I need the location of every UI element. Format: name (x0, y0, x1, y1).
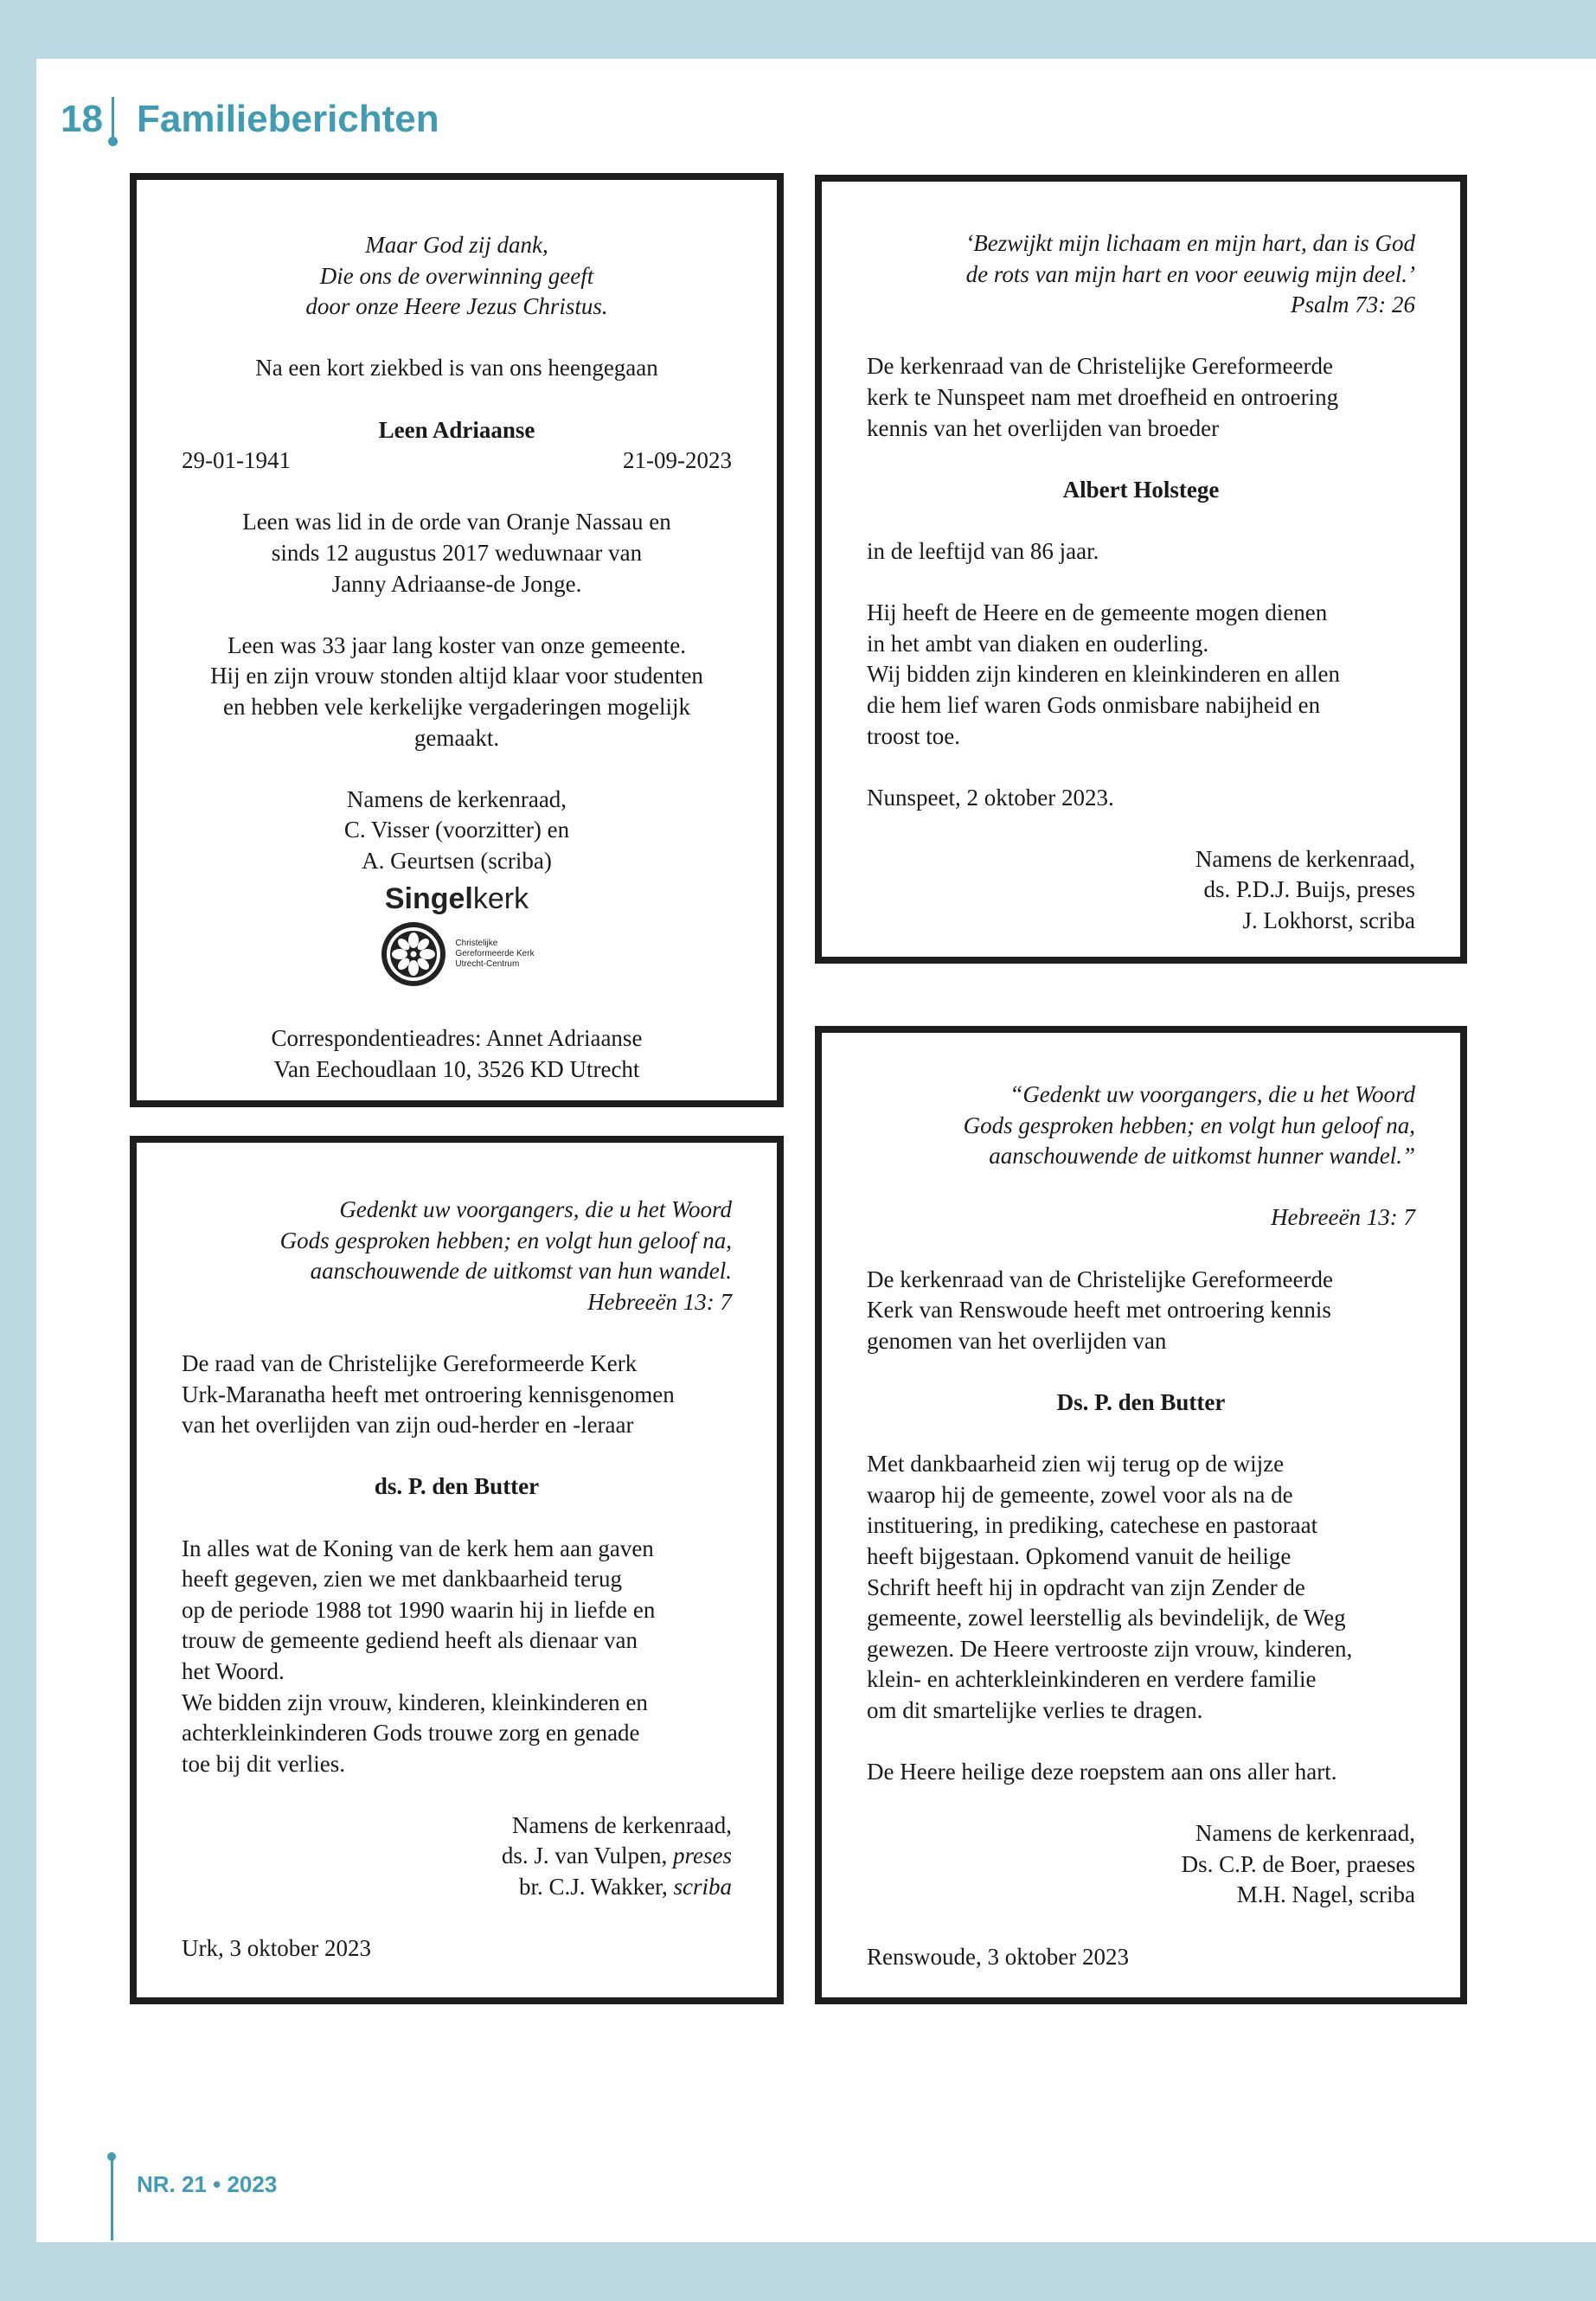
body-line: sinds 12 augustus 2017 weduwnaar van (271, 539, 643, 566)
signature-line: br. C.J. Wakker, scriba (519, 1874, 732, 1900)
intro-line: genomen van het overlijden van (867, 1327, 1167, 1354)
intro-line: kennis van het overlijden van broeder (867, 414, 1220, 441)
intro-text: Na een kort ziekbed is van ons heengegaan (255, 355, 658, 381)
footer-divider-dot (107, 2152, 116, 2161)
verse-line: Gods gesproken hebben; en volgt hun geloof na, (279, 1227, 732, 1253)
body-line: Leen was 33 jaar lang koster van onze gemeente. (227, 631, 687, 658)
body-line: op de periode 1988 tot 1990 waarin hij in liefde en (182, 1596, 656, 1623)
notice-holstege (815, 175, 1467, 964)
death-date: 21-09-2023 (623, 447, 732, 474)
issue-number: NR. 21 • 2023 (137, 2171, 278, 2197)
intro-line: De raad van de Christelijke Gereformeerde Kerk (182, 1349, 638, 1376)
verse-reference: Hebreeën 13: 7 (587, 1288, 732, 1315)
body-line: gewezen. De Heere vertrooste zijn vrouw, kinderen, (867, 1635, 1353, 1662)
correspondence-address: Correspondentieadres: Annet Adriaanse (271, 1025, 643, 1052)
life-dates (182, 445, 732, 477)
body-line: In alles wat de Koning van de kerk hem aan gaven (182, 1535, 654, 1561)
signature-line: Namens de kerkenraad, (511, 1811, 732, 1838)
place-date: Nunspeet, 2 oktober 2023. (867, 784, 1114, 811)
body-line: in het ambt van diaken en ouderling. (867, 630, 1209, 657)
deceased-name: Ds. P. den Butter (1056, 1388, 1226, 1415)
signature-line: ds. J. van Vulpen, preses (501, 1843, 732, 1869)
verse-line: Gods gesproken hebben; en volgt hun geloof na, (963, 1112, 1415, 1138)
footer-divider (111, 2154, 113, 2240)
body-line: Wij bidden zijn kinderen en kleinkinderen en allen (867, 661, 1340, 688)
verse-line: “Gedenkt uw voorgangers, die u het Woord (1010, 1081, 1415, 1107)
notice-butter-urk (130, 1136, 784, 2004)
body-line: en hebben vele kerkelijke vergaderingen mogelijk (222, 693, 691, 720)
body-line: achterkleinkinderen Gods trouwe zorg en genade (182, 1720, 640, 1747)
deceased-name: ds. P. den Butter (374, 1473, 540, 1500)
deceased-name: Leen Adriaanse (378, 416, 535, 443)
signature-line: Namens de kerkenraad, (1195, 1820, 1415, 1847)
intro-line: kerk te Nunspeet nam met droefheid en ontroering (867, 383, 1339, 410)
signature-line: Namens de kerkenraad, (346, 785, 567, 812)
verse-reference: Psalm 73: 26 (1291, 292, 1415, 318)
body-line: troost toe. (867, 722, 960, 749)
body-line: heeft bijgestaan. Opkomend vanuit de heilige (867, 1542, 1292, 1569)
correspondence-address: Van Eechoudlaan 10, 3526 KD Utrecht (273, 1055, 640, 1082)
body-line: om dit smartelijke verlies te dragen. (867, 1696, 1203, 1723)
body-line: klein- en achterkleinkinderen en verdere familie (867, 1666, 1317, 1693)
header-divider-dot (108, 137, 118, 146)
signature-line: J. Lokhorst, scriba (1242, 907, 1415, 934)
verse-reference: Hebreeën 13: 7 (1271, 1204, 1415, 1231)
body-line: toe bij dit verlies. (182, 1750, 345, 1777)
verse-line: door onze Heere Jezus Christus. (305, 293, 608, 320)
body-line: het Woord. (182, 1657, 285, 1684)
body-line: Schrift heeft hij in opdracht van zijn Zender de (867, 1574, 1305, 1600)
body-line: heeft gegeven, zien we met dankbaarheid terug (182, 1566, 623, 1593)
intro-line: De kerkenraad van de Christelijke Gereformeerde (867, 1266, 1333, 1292)
place-date: Renswoude, 3 oktober 2023 (867, 1943, 1129, 1970)
verse-line: aanschouwende de uitkomst hunner wandel.” (989, 1143, 1415, 1170)
logo-subtitle: Christelijke Gereformeerde Kerk Utrecht-Centrum (455, 939, 535, 970)
header-divider (112, 97, 114, 142)
blessing-line: De Heere heilige deze roepstem aan ons aller hart. (867, 1759, 1337, 1785)
intro-line: De kerkenraad van de Christelijke Gereformeerde (867, 353, 1333, 380)
rose-window-icon (379, 920, 448, 989)
signature-line: Ds. C.P. de Boer, praeses (1181, 1850, 1415, 1877)
body-line: waarop hij de gemeente, zowel voor als na de (867, 1481, 1293, 1508)
intro-line: Kerk van Renswoude heeft met ontroering kennis (867, 1297, 1331, 1324)
logo-wordmark: Singelkerk (384, 882, 529, 916)
signature-line: Namens de kerkenraad, (1195, 845, 1415, 872)
birth-date: 29-01-1941 (182, 447, 291, 474)
body-line: Janny Adriaanse-de Jonge. (331, 570, 582, 597)
signature-line: A. Geurtsen (scriba) (362, 847, 552, 874)
intro-line: van het overlijden van zijn oud-herder en -leraar (182, 1412, 634, 1439)
signature-line: C. Visser (voorzitter) en (343, 817, 570, 843)
section-title: Familieberichten (137, 98, 439, 140)
verse-line: Gedenkt uw voorgangers, die u het Woord (339, 1196, 732, 1222)
body-line: die hem lief waren Gods onmisbare nabijheid en (867, 691, 1321, 718)
body-line: Hij heeft de Heere en de gemeente mogen dienen (867, 599, 1328, 626)
place-date: Urk, 3 oktober 2023 (182, 1935, 371, 1962)
body-line: Met dankbaarheid zien wij terug op de wijze (867, 1451, 1285, 1477)
signature-line: M.H. Nagel, scriba (1236, 1881, 1415, 1908)
deceased-name: Albert Holstege (1062, 476, 1220, 503)
verse-line: ‘Bezwijkt mijn lichaam en mijn hart, dan is God (965, 230, 1415, 256)
notice-adriaanse (130, 173, 784, 1107)
body-line: instituering, in prediking, catechese en pastoraat (867, 1512, 1318, 1539)
singelkerk-logo (182, 881, 732, 989)
body-line: gemeente, zowel leerstellig als bevindelijk, de Weg (867, 1605, 1346, 1631)
body-line: Hij en zijn vrouw stonden altijd klaar voor studenten (210, 663, 703, 689)
verse-line: Maar God zij dank, (365, 232, 548, 258)
intro-line: Urk-Maranatha heeft met ontroering kennisgenomen (182, 1381, 675, 1407)
signature-line: ds. P.D.J. Buijs, preses (1203, 876, 1415, 903)
age-line: in de leeftijd van 86 jaar. (867, 537, 1099, 564)
body-line: gemaakt. (413, 724, 500, 751)
page-number: 18 (61, 98, 103, 140)
notice-butter-renswoude (815, 1026, 1467, 2004)
verse-line: de rots van mijn hart en voor eeuwig mijn deel.’ (965, 260, 1415, 287)
body-line: We bidden zijn vrouw, kinderen, kleinkinderen en (182, 1689, 648, 1715)
body-line: Leen was lid in de orde van Oranje Nassau en (242, 509, 671, 535)
verse-line: aanschouwende de uitkomst van hun wandel. (310, 1258, 732, 1285)
verse-line: Die ons de overwinning geeft (319, 262, 594, 289)
body-line: trouw de gemeente gediend heeft als dienaar van (182, 1627, 638, 1654)
